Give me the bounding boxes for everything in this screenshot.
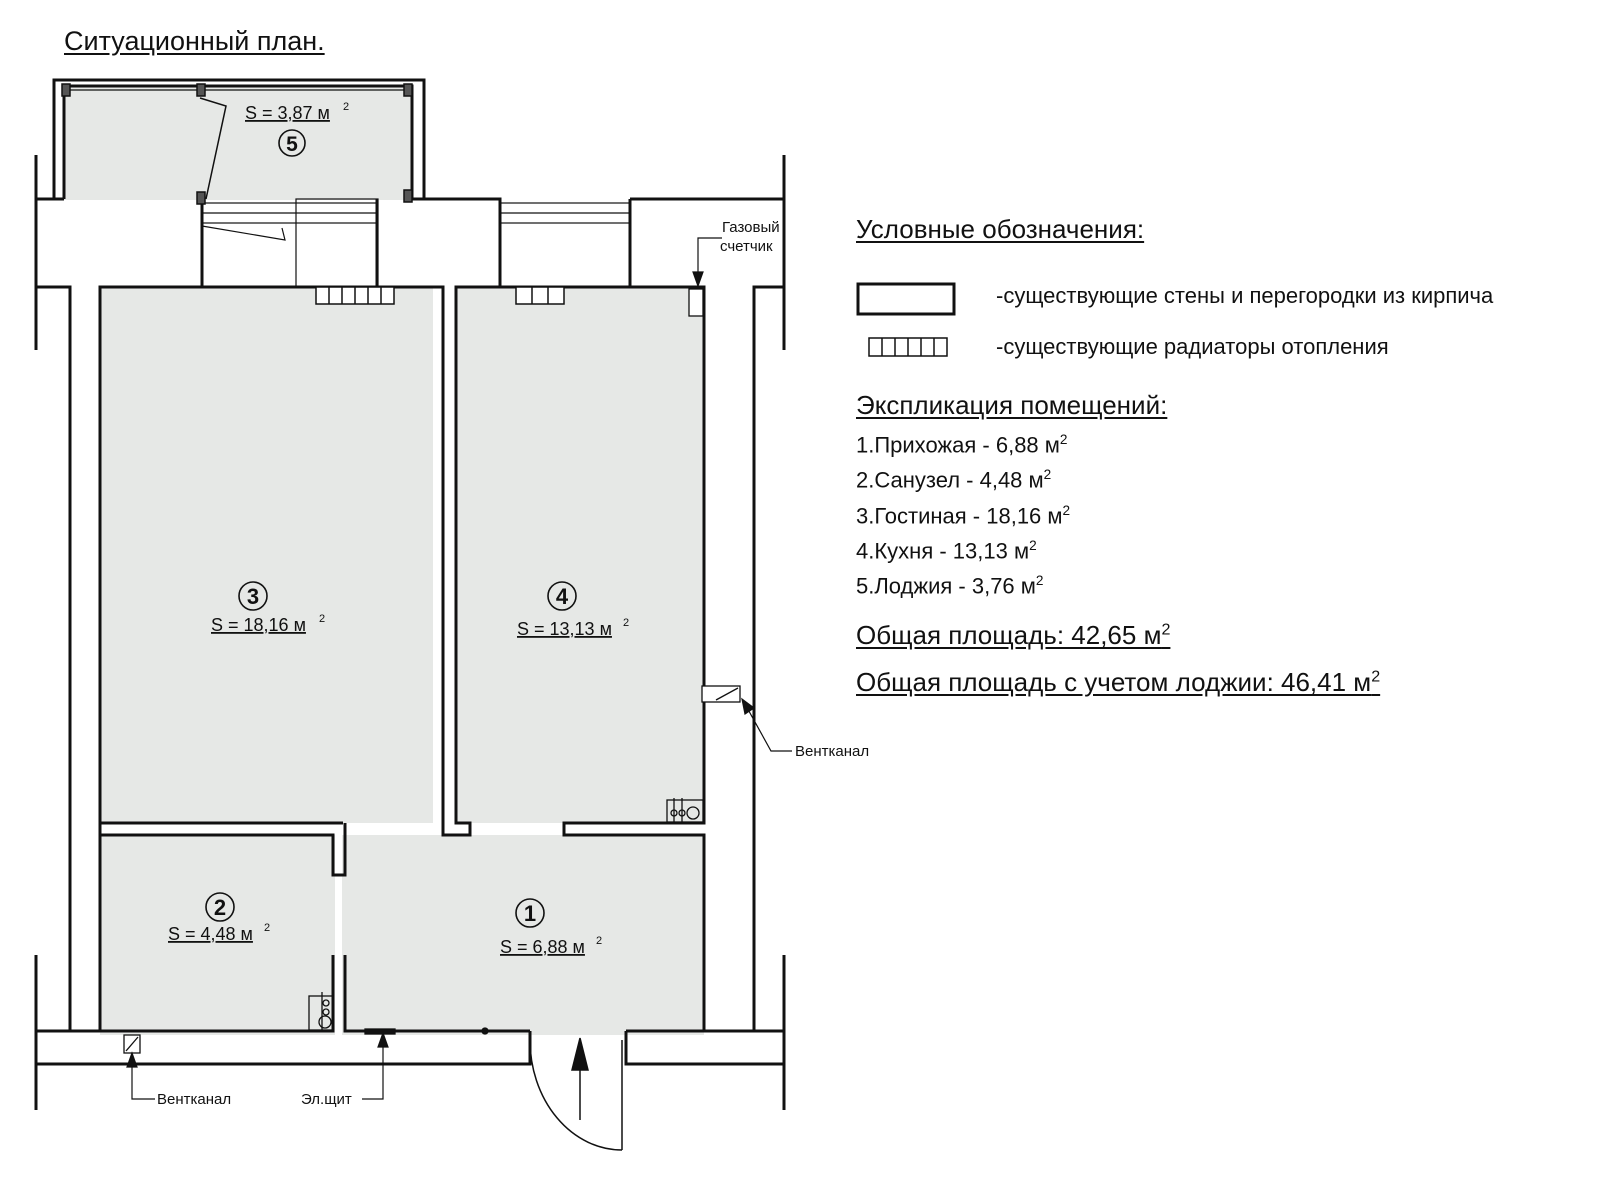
wall-symbol: [856, 282, 956, 318]
panel-label: Эл.щит: [301, 1091, 352, 1108]
room-5-fill: [64, 86, 412, 200]
room-5-area: S = 3,87 м: [245, 103, 330, 123]
gas-meter-label-line2: счетчик: [720, 238, 773, 255]
room-3-area-sup: 2: [319, 613, 326, 625]
radiator-symbol: [868, 336, 952, 360]
room-3-fill: [100, 287, 433, 823]
legend-walls-text: -существующие стены и перегородки из кирпича: [996, 283, 1494, 308]
entrance-door: [530, 1038, 622, 1150]
room-3-area: S = 18,16 м: [211, 615, 306, 635]
explication-item: 5.Лоджия - 3,76 $м^2$: [856, 573, 1044, 599]
room-fills: [64, 86, 704, 1035]
explication-list: [856, 425, 1070, 602]
page-title: Ситуационный план.: [64, 26, 325, 56]
room-2-area-sup: 2: [264, 922, 271, 934]
explication-item: 4.Кухня - 13,13 $м^2$: [856, 537, 1037, 564]
vent-bottom-label: Вентканал: [157, 1091, 232, 1108]
room-1-fill: [342, 835, 704, 1035]
room-4-area: S = 13,13 м: [517, 619, 612, 639]
explication-item: 3.Гостиная - 18,16 $м^2$: [856, 502, 1071, 528]
gas-meter-label-line1: Газовый: [722, 219, 780, 236]
radiators: [316, 287, 564, 304]
vent-right-box: [702, 686, 740, 702]
room-1-number: 1: [523, 901, 537, 926]
total-area: Общая площадь: 42,65 $м^2$: [856, 620, 1171, 650]
room-4-fill: [456, 287, 704, 823]
explication-item: 1.Прихожая - 6,88 $м^2$: [856, 432, 1068, 458]
vent-right-label: Вентканал: [795, 743, 870, 760]
legend-radiators-text: -существующие радиаторы отопления: [996, 334, 1389, 359]
room-2-area: S = 4,48 м: [168, 924, 253, 944]
room-1-area-sup: 2: [596, 935, 603, 947]
room-5-number: 5: [286, 133, 298, 156]
room-2-number: 2: [213, 895, 227, 920]
legend-heading: Условные обозначения:: [856, 214, 1145, 244]
gas-meter-box: [689, 289, 703, 316]
total-area-with-loggia: Общая площадь с учетом лоджии: 46,41 $м^2$: [856, 667, 1381, 697]
explication-item: 2.Санузел - 4,48 $м^2$: [856, 467, 1052, 493]
room-1-area: S = 6,88 м: [500, 937, 585, 957]
room-3-number: 3: [246, 584, 260, 609]
explication-heading: Экспликация помещений:: [856, 390, 1168, 420]
room-5-area-sup: 2: [343, 101, 350, 113]
room-4-area-sup: 2: [623, 617, 630, 629]
panel-box: [365, 1029, 395, 1034]
room-4-number: 4: [555, 584, 569, 609]
